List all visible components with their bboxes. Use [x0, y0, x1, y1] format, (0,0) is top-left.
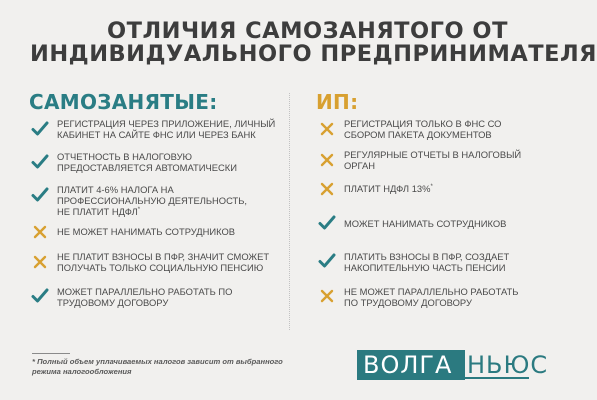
check-icon — [31, 186, 49, 204]
check-icon — [318, 214, 336, 232]
column-divider — [289, 93, 290, 330]
cross-icon — [318, 180, 336, 198]
logo-text-volga: ВОЛГА — [363, 351, 453, 379]
title-line-1: ОТЛИЧИЯ САМОЗАНЯТОГО ОТ — [107, 18, 508, 44]
footnote: * Полный объем уплачиваемых налогов зависит от выбранного режима налогообложения — [32, 357, 283, 376]
cross-icon — [318, 287, 336, 305]
check-icon — [318, 252, 336, 270]
ip-heading: ИП: — [316, 90, 359, 114]
check-icon — [31, 120, 49, 138]
logo-text-news: НЬЮС — [467, 351, 549, 379]
cross-icon — [31, 223, 49, 241]
footnote-rule — [32, 353, 70, 354]
page-title — [30, 18, 597, 67]
check-icon — [31, 287, 49, 305]
check-icon — [31, 153, 49, 171]
self-employed-heading: САМОЗАНЯТЫЕ: — [29, 90, 218, 114]
cross-icon — [318, 151, 336, 169]
cross-icon — [31, 253, 49, 271]
title-line-2: ИНДИВИДУАЛЬНОГО ПРЕДПРИНИМАТЕЛЯ — [30, 41, 597, 67]
volga-news-logo — [357, 350, 549, 380]
cross-icon — [318, 120, 336, 138]
